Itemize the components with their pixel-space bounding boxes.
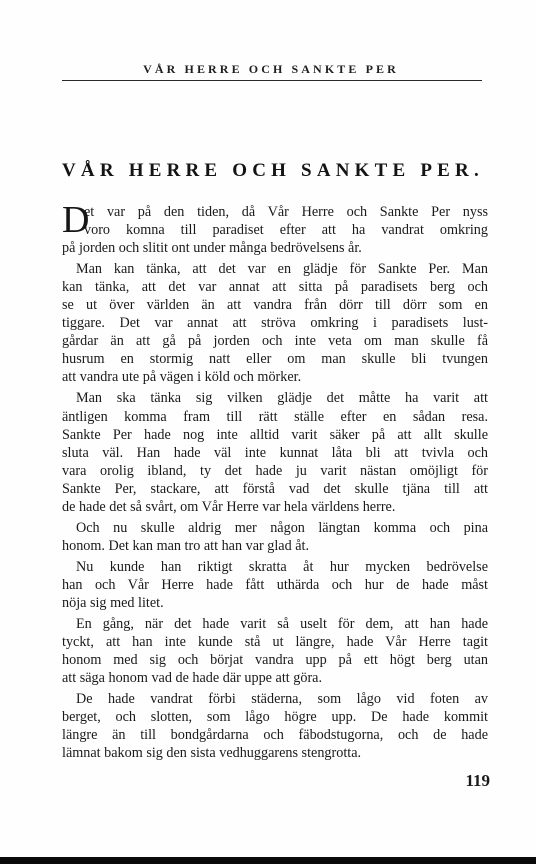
text-line: se ut över världen än att vandra från dörr till dörr som en [62, 297, 488, 314]
text-line: honom med sig och börjat vandra upp på ett högt berg utan [62, 652, 488, 669]
text-line: nöja sig med litet. [62, 594, 164, 611]
text-line: husrum en stormig natt eller om man skulle bli tvungen [62, 351, 488, 368]
text-line: äntligen komma fram till rätt ställe efter en sådan resa. [62, 408, 488, 425]
text-line: de hade det så svårt, om Vår Herre var hela världens herre. [62, 498, 396, 515]
text-line: Och nu skulle aldrig mer någon längtan komma och pina [76, 519, 488, 536]
text-line: gårdar än att gå på jorden och inte veta om man skulle få [62, 333, 488, 350]
text-line: lämnat bakom sig den sista vedhuggarens stengrotta. [62, 745, 362, 762]
text-line: kan tänka, att det var annat att sitta på paradisets berg och [62, 279, 488, 296]
text-line: vara orolig ibland, ty det hade ju varit nästan omöjligt för [62, 462, 488, 479]
drop-cap: D [62, 199, 90, 241]
chapter-body [62, 199, 488, 762]
text-line: på jorden och slitit ont under många bedrövelsens år. [62, 240, 362, 257]
running-head: VÅR HERRE OCH SANKTE PER [143, 62, 399, 76]
chapter-title: VÅR HERRE OCH SANKTE PER. [62, 160, 484, 181]
text-line: honom. Det kan man tro att han var glad åt. [62, 537, 310, 554]
text-line: voro komna till paradiset efter att ha vandrat omkring [84, 222, 488, 239]
text-line: att vandra ute på vägen i köld och mörker. [62, 369, 302, 386]
header-rule [62, 80, 482, 81]
text-line: berget, och slotten, som lågo högre upp. De hade kommit [62, 709, 488, 726]
text-line: tyckt, att han inte kunde stå ut längre, hade Vår Herre tagit [62, 634, 488, 651]
text-line: sluta väl. Han hade väl inte kunnat låta bli att tvivla och [62, 444, 488, 461]
text-line: Man kan tänka, att det var en glädje för Sankte Per. Man [76, 261, 488, 278]
page-number: 119 [465, 771, 490, 790]
text-line: Nu kunde han riktigt skratta åt hur mycken bedrövelse [76, 558, 488, 575]
text-line: att säga honom vad de hade där uppe att göra. [62, 670, 323, 687]
page-bottom-edge [0, 857, 536, 864]
text-line: längre än till bondgårdarna och fäbodstugorna, och de hade [62, 727, 488, 744]
text-line: han och Vår Herre hade fått uthärda och hur de hade måst [62, 576, 488, 593]
text-line: De hade vandrat förbi städerna, som lågo vid foten av [76, 691, 488, 708]
text-line: Sankte Per hade nog inte alltid varit säker på att allt skulle [62, 426, 488, 443]
text-line: tiggare. Det var annat att ströva omkring i paradisets lust- [62, 315, 488, 332]
text-line: En gång, när det hade varit så uselt för dem, att han hade [76, 616, 488, 633]
text-line: Sankte Per, stackare, att förstå vad det skulle tjäna till att [62, 480, 488, 497]
text-line: et var på den tiden, då Vår Herre och Sankte Per nyss [84, 204, 488, 220]
text-line: Man ska tänka sig vilken glädje det måtte ha varit att [76, 390, 488, 407]
